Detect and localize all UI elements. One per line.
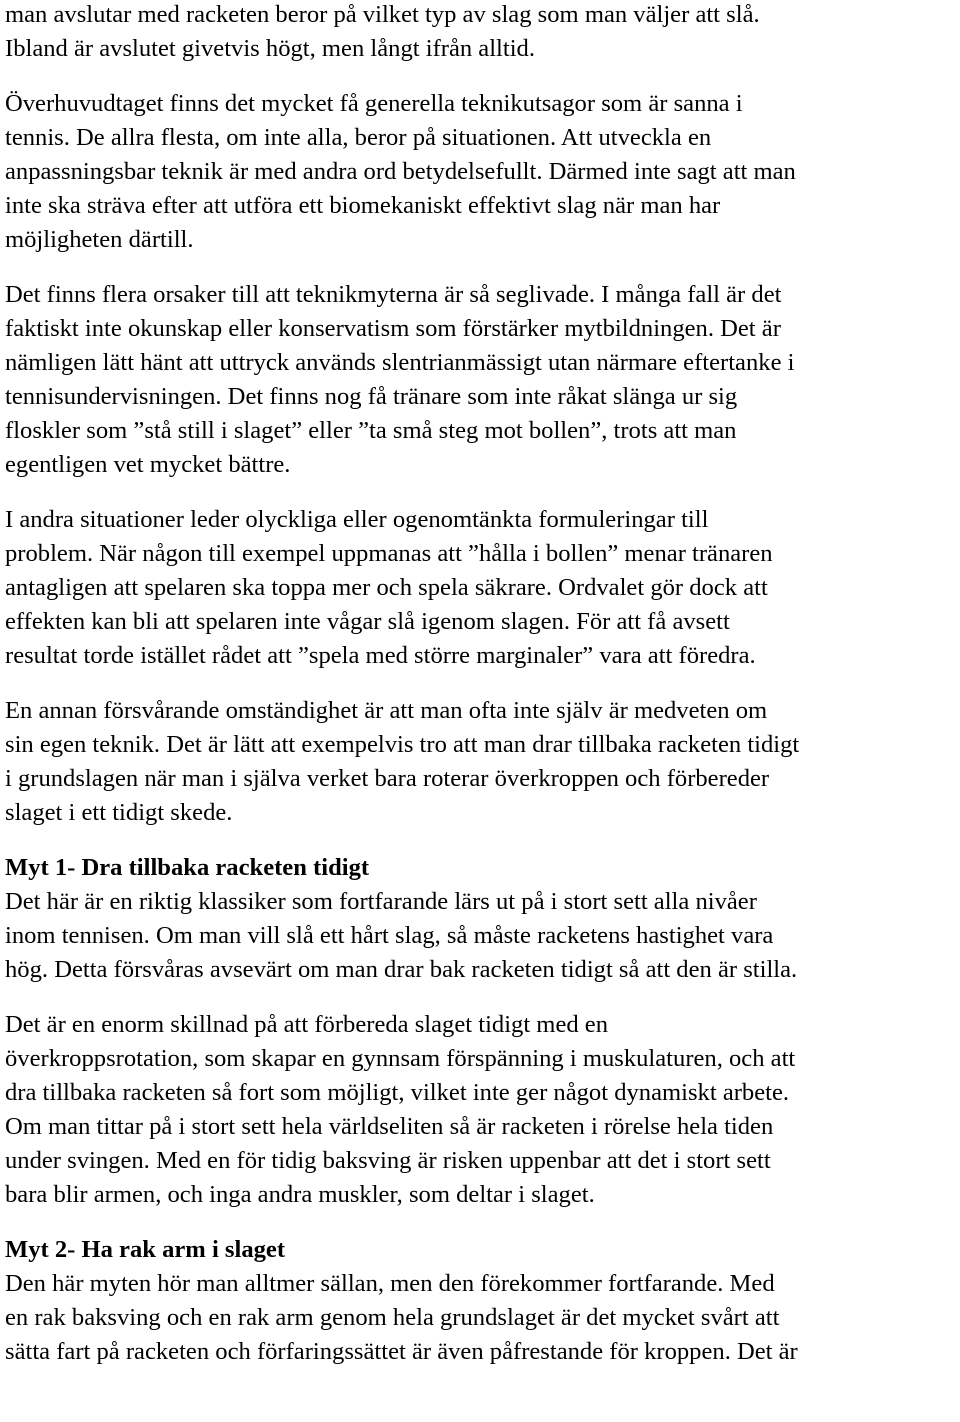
text-line: Överhuvudtaget finns det mycket få generella teknikutsagor som är sanna i: [5, 90, 743, 117]
text-line: resultat torde istället rådet att ”spela med större marginaler” vara att föredra.: [5, 642, 756, 669]
text-line: Om man tittar på i stort sett hela världseliten så är racketen i rörelse hela tiden: [5, 1113, 774, 1140]
paragraph-7: [5, 1008, 957, 1212]
text-line: effekten kan bli att spelaren inte vågar slå igenom slagen. För att få avsett: [5, 608, 730, 635]
paragraph-1: [5, 0, 957, 66]
text-line: en rak baksving och en rak arm genom hela grundslaget är det mycket svårt att: [5, 1304, 780, 1331]
text-line: faktiskt inte okunskap eller konservatism som förstärker mytbildningen. Det är: [5, 315, 781, 342]
text-line: floskler som ”stå still i slaget” eller ”ta små steg mot bollen”, trots att man: [5, 417, 737, 444]
myth-1-heading: Myt 1- Dra tillbaka racketen tidigt: [5, 854, 370, 881]
text-line: i grundslagen när man i själva verket bara roterar överkroppen och förbereder: [5, 765, 770, 792]
text-line: nämligen lätt hänt att uttryck används slentrianmässigt utan närmare eftertanke i: [5, 349, 795, 376]
text-line: slaget i ett tidigt skede.: [5, 799, 233, 826]
text-line: egentligen vet mycket bättre.: [5, 451, 291, 478]
text-line: under svingen. Med en för tidig baksving är risken uppenbar att det i stort sett: [5, 1147, 771, 1174]
text-line: bara blir armen, och inga andra muskler, som deltar i slaget.: [5, 1181, 595, 1208]
text-line: anpassningsbar teknik är med andra ord betydelsefullt. Därmed inte sagt att man: [5, 158, 796, 185]
text-line: hög. Detta försvåras avsevärt om man drar bak racketen tidigt så att den är stilla.: [5, 956, 798, 983]
paragraph-2: [5, 87, 957, 257]
text-line: I andra situationer leder olyckliga eller ogenomtänkta formuleringar till: [5, 506, 709, 533]
document-page: [5, 0, 957, 1390]
text-line: överkroppsrotation, som skapar en gynnsam förspänning i muskulaturen, och att: [5, 1045, 796, 1072]
text-line: tennis. De allra flesta, om inte alla, beror på situationen. Att utveckla en: [5, 124, 712, 151]
paragraph-6: [5, 885, 957, 987]
paragraph-4: [5, 503, 957, 673]
text-line: tennisundervisningen. Det finns nog få tränare som inte råkat slänga ur sig: [5, 383, 738, 410]
paragraph-5: [5, 694, 957, 830]
paragraph-3: [5, 278, 957, 482]
text-line: Det är en enorm skillnad på att förbereda slaget tidigt med en: [5, 1011, 609, 1038]
text-line: man avslutar med racketen beror på vilket typ av slag som man väljer att slå.: [5, 1, 760, 28]
text-line: Det här är en riktig klassiker som fortfarande lärs ut på i stort sett alla nivåer: [5, 888, 757, 915]
text-line: Den här myten hör man alltmer sällan, men den förekommer fortfarande. Med: [5, 1270, 775, 1297]
text-line: dra tillbaka racketen så fort som möjligt, vilket inte ger något dynamiskt arbete.: [5, 1079, 790, 1106]
text-line: Det finns flera orsaker till att teknikmyterna är så seglivade. I många fall är det: [5, 281, 782, 308]
text-line: möjligheten därtill.: [5, 226, 194, 253]
text-line: Ibland är avslutet givetvis högt, men långt ifrån alltid.: [5, 35, 536, 62]
text-line: problem. När någon till exempel uppmanas att ”hålla i bollen” menar tränaren: [5, 540, 773, 567]
text-line: En annan försvårande omständighet är att man ofta inte själv är medveten om: [5, 697, 768, 724]
text-line: inte ska sträva efter att utföra ett biomekaniskt effektivt slag när man har: [5, 192, 721, 219]
text-line: inom tennisen. Om man vill slå ett hårt slag, så måste racketens hastighet vara: [5, 922, 774, 949]
text-line: sin egen teknik. Det är lätt att exempelvis tro att man drar tillbaka racketen tidigt: [5, 731, 800, 758]
myth-2-heading: Myt 2- Ha rak arm i slaget: [5, 1236, 286, 1263]
text-line: sätta fart på racketen och förfaringssättet är även påfrestande för kroppen. Det är: [5, 1338, 798, 1365]
text-line: antagligen att spelaren ska toppa mer och spela säkrare. Ordvalet gör dock att: [5, 574, 768, 601]
paragraph-8: [5, 1267, 957, 1369]
